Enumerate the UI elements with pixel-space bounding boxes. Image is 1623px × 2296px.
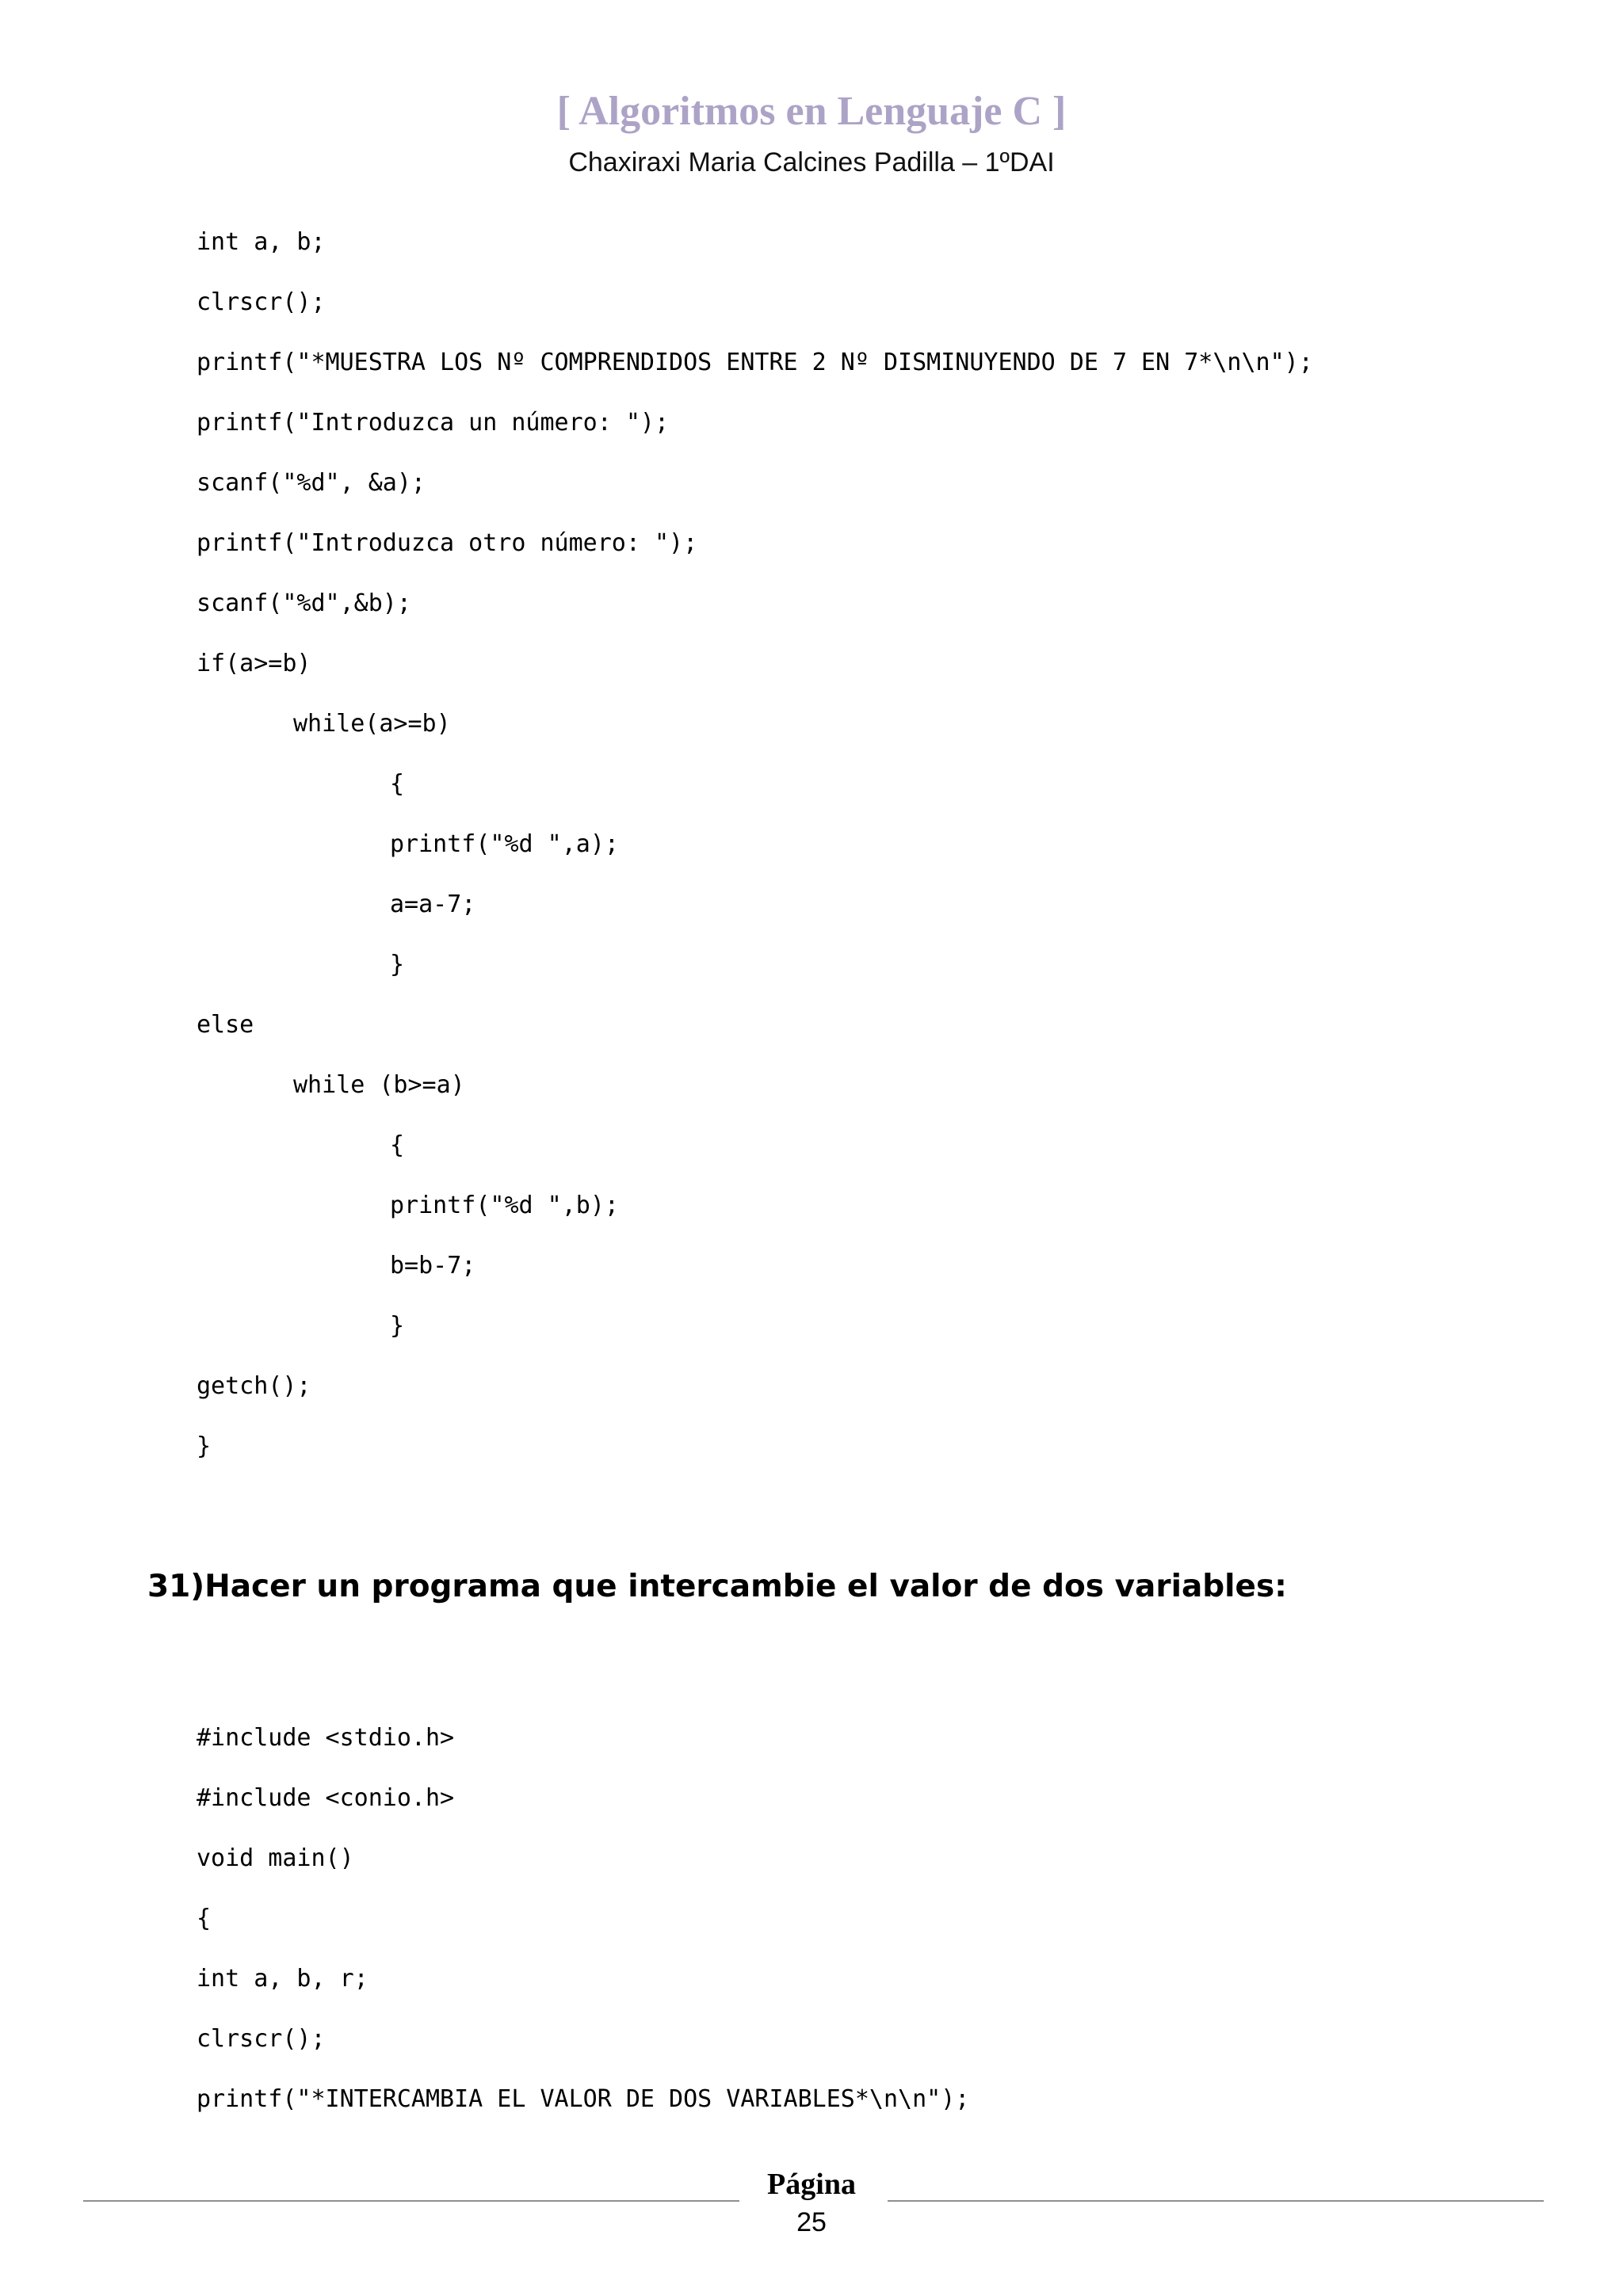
- page-label: Página: [767, 2168, 856, 2201]
- code-line: #include <stdio.h>: [197, 1724, 455, 1752]
- code-line: while (b>=a): [293, 1071, 465, 1099]
- code-listing-31: [197, 1718, 969, 2139]
- code-line: scanf("%d",&b);: [197, 589, 411, 617]
- code-line: void main(): [197, 1844, 354, 1872]
- exercise-heading: 31)Hacer un programa que intercambie el valor de dos variables:: [147, 1569, 1287, 1604]
- code-line: printf("*MUESTRA LOS Nº COMPRENDIDOS ENTRE 2 Nº DISMINUYENDO DE 7 EN 7*\n\n");: [197, 349, 1313, 376]
- code-line: printf("%d ",b);: [390, 1192, 619, 1219]
- code-line: if(a>=b): [197, 650, 311, 677]
- page-footer: [0, 2155, 1623, 2250]
- code-listing-30: [197, 222, 1313, 1486]
- code-line: printf("%d ",a);: [390, 830, 619, 858]
- code-line: clrscr();: [197, 288, 326, 316]
- code-line: getch();: [197, 1372, 311, 1400]
- code-line: b=b-7;: [390, 1252, 476, 1280]
- code-line: {: [390, 1131, 405, 1159]
- code-line: while(a>=b): [293, 710, 451, 738]
- code-line: }: [197, 1432, 212, 1460]
- code-line: printf("Introduzca otro número: ");: [197, 529, 698, 557]
- code-line: a=a-7;: [390, 891, 476, 918]
- code-line: int a, b;: [197, 228, 326, 256]
- code-line: {: [390, 770, 405, 798]
- page-number: 25: [796, 2207, 827, 2237]
- code-line: }: [390, 951, 405, 978]
- code-line: #include <conio.h>: [197, 1784, 455, 1812]
- code-line: else: [197, 1011, 254, 1039]
- code-line: {: [197, 1905, 212, 1932]
- code-line: clrscr();: [197, 2025, 326, 2053]
- code-line: printf("Introduzca un número: ");: [197, 409, 670, 437]
- document-title: [ Algoritmos en Lenguaje C ]: [556, 89, 1067, 134]
- code-line: }: [390, 1312, 405, 1340]
- page-header: [0, 0, 1623, 198]
- code-line: int a, b, r;: [197, 1965, 369, 1993]
- document-author: Chaxiraxi Maria Calcines Padilla – 1ºDAI: [568, 147, 1055, 177]
- code-line: printf("*INTERCAMBIA EL VALOR DE DOS VARIABLES*\n\n");: [197, 2085, 970, 2113]
- code-line: scanf("%d", &a);: [197, 469, 426, 497]
